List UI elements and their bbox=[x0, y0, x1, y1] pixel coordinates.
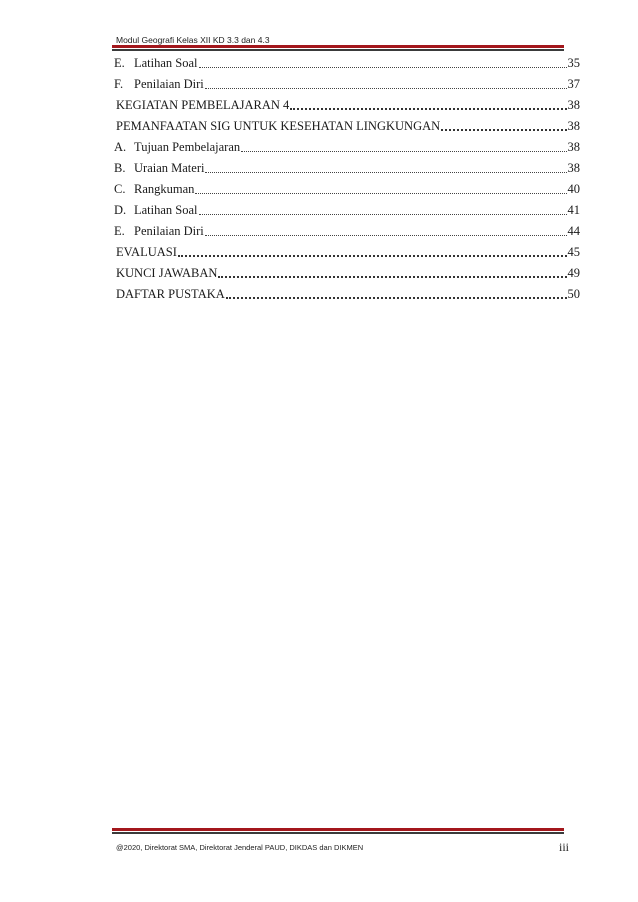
toc-entry-page: 35 bbox=[567, 56, 580, 70]
footer-rule-dark bbox=[112, 832, 564, 834]
toc-entry-label: EVALUASI bbox=[116, 245, 177, 259]
toc-entry-marker: C. bbox=[114, 182, 126, 196]
toc-entry[interactable] bbox=[112, 176, 582, 197]
toc-entry-marker: E. bbox=[114, 56, 125, 70]
header-title: Modul Geografi Kelas XII KD 3.3 dan 4.3 bbox=[116, 35, 270, 45]
toc-entry[interactable] bbox=[112, 218, 582, 239]
toc-entry-label: Latihan Soal bbox=[134, 203, 198, 217]
dot-leader bbox=[290, 108, 566, 110]
dot-leader bbox=[241, 151, 566, 152]
toc-entry[interactable] bbox=[112, 155, 582, 176]
dot-leader bbox=[178, 255, 567, 257]
page-number: iii bbox=[559, 840, 570, 854]
dot-leader bbox=[199, 214, 567, 215]
toc-entry-page: 45 bbox=[567, 245, 580, 259]
dot-leader bbox=[205, 235, 567, 236]
dot-leader bbox=[441, 129, 566, 131]
toc-entry-page: 38 bbox=[567, 161, 580, 175]
toc-entry-marker: F. bbox=[114, 77, 124, 91]
toc-entry-chapter[interactable] bbox=[112, 281, 582, 302]
toc-entry-page: 38 bbox=[567, 140, 580, 154]
toc-entry-marker: A. bbox=[114, 140, 127, 154]
dot-leader bbox=[195, 193, 566, 194]
dot-leader bbox=[199, 67, 567, 68]
toc-entry-label: Tujuan Pembelajaran bbox=[134, 140, 241, 154]
toc-entry-page: 49 bbox=[567, 266, 580, 280]
toc-entry[interactable] bbox=[112, 197, 582, 218]
toc-entry-page: 50 bbox=[567, 287, 580, 301]
toc-entry-label: Latihan Soal bbox=[134, 56, 198, 70]
toc-entry[interactable] bbox=[112, 71, 582, 92]
toc-entry-label: Rangkuman bbox=[134, 182, 195, 196]
table-of-contents bbox=[112, 50, 582, 302]
toc-entry-page: 38 bbox=[567, 119, 580, 133]
toc-entry-marker: E. bbox=[114, 224, 125, 238]
toc-entry-page: 41 bbox=[567, 203, 580, 217]
dot-leader bbox=[218, 276, 566, 278]
toc-entry-label: KUNCI JAWABAN bbox=[116, 266, 218, 280]
toc-entry-marker: D. bbox=[114, 203, 127, 217]
toc-entry-label: Penilaian Diri bbox=[134, 77, 204, 91]
toc-entry-page: 44 bbox=[567, 224, 580, 238]
toc-entry-page: 37 bbox=[567, 77, 580, 91]
dot-leader bbox=[205, 88, 567, 89]
toc-entry-label: KEGIATAN PEMBELAJARAN 4 bbox=[116, 98, 290, 112]
toc-entry[interactable] bbox=[112, 50, 582, 71]
toc-entry[interactable] bbox=[112, 134, 582, 155]
dot-leader bbox=[226, 297, 567, 299]
dot-leader bbox=[205, 172, 566, 173]
toc-entry-chapter[interactable] bbox=[112, 239, 582, 260]
toc-entry-chapter[interactable] bbox=[112, 92, 582, 113]
toc-entry-label: PEMANFAATAN SIG UNTUK KESEHATAN LINGKUNGAN bbox=[116, 119, 441, 133]
toc-entry-label: Penilaian Diri bbox=[134, 224, 204, 238]
toc-entry-marker: B. bbox=[114, 161, 126, 175]
toc-entry-label: DAFTAR PUSTAKA bbox=[116, 287, 225, 301]
toc-entry-label: Uraian Materi bbox=[134, 161, 205, 175]
toc-entry-page: 40 bbox=[567, 182, 580, 196]
footer-copyright: @2020, Direktorat SMA, Direktorat Jenderal PAUD, DIKDAS dan DIKMEN bbox=[116, 843, 364, 852]
footer-rule bbox=[112, 828, 564, 834]
toc-entry-chapter[interactable] bbox=[112, 113, 582, 134]
toc-entry-chapter[interactable] bbox=[112, 260, 582, 281]
toc-entry-page: 38 bbox=[567, 98, 580, 112]
